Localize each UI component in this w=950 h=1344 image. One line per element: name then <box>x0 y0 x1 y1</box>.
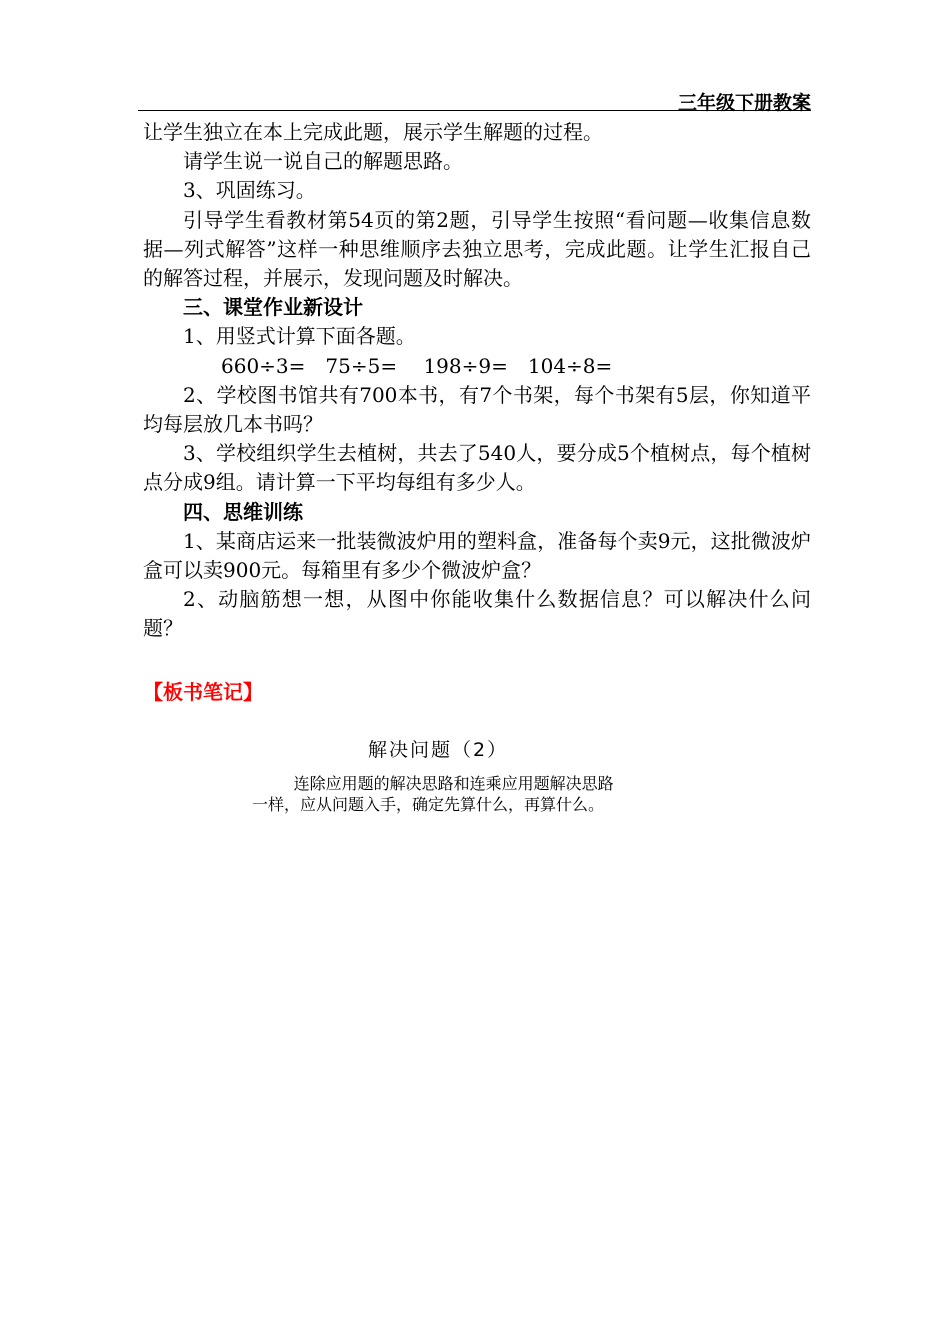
board-note-text: 连除应用题的解决思路和连乘应用题解决思路一样，应从问题入手，确定先算什么，再算什么。 <box>252 774 614 814</box>
section-heading-thinking-training: 四、思维训练 <box>183 499 303 524</box>
homework-item-3: 3、学校组织学生去植树，共去了540人，要分成5个植树点，每个植树点分成9组。请计算一下平均每组有多少人。 <box>143 441 811 495</box>
paragraph-consolidation-practice: 3、巩固练习。 <box>183 178 316 203</box>
thinking-item-2: 2、动脑筋想一想，从图中你能收集什么数据信息？可以解决什么问题？ <box>143 587 811 641</box>
homework-item-2: 2、学校图书馆共有700本书，有7个书架，每个书架有5层，你知道平均每层放几本书吗？ <box>143 382 811 437</box>
homework-item-1-problems: 660÷3= 75÷5= 198÷9= 104÷8= <box>221 353 613 378</box>
section-heading-homework: 三、课堂作业新设计 <box>183 295 363 320</box>
paragraph-textbook-guidance: 引导学生看教材第54页的第2题，引导学生按照“看问题—收集信息数据—列式解答”这样一种思维顺序去独立思考，完成此题。让学生汇报自己的解答过程，并展示，发现问题及时解决。 <box>143 207 811 291</box>
board-notes-label: 【板书笔记】 <box>143 680 263 704</box>
paragraph-explain-thinking: 请学生说一说自己的解题思路。 <box>183 149 463 174</box>
thinking-item-1: 1、某商店运来一批装微波炉用的塑料盒，准备每个卖9元，这批微波炉盒可以卖900元。每箱里有多少个微波炉盒？ <box>143 528 811 583</box>
paragraph-independent-work: 让学生独立在本上完成此题，展示学生解题的过程。 <box>143 120 603 144</box>
document-body <box>143 118 811 644</box>
board-title: 解决问题（2） <box>368 739 509 761</box>
homework-item-1: 1、用竖式计算下面各题。 <box>183 324 416 349</box>
page-header <box>138 86 811 114</box>
header-title: 三年级下册教案 <box>677 92 811 114</box>
